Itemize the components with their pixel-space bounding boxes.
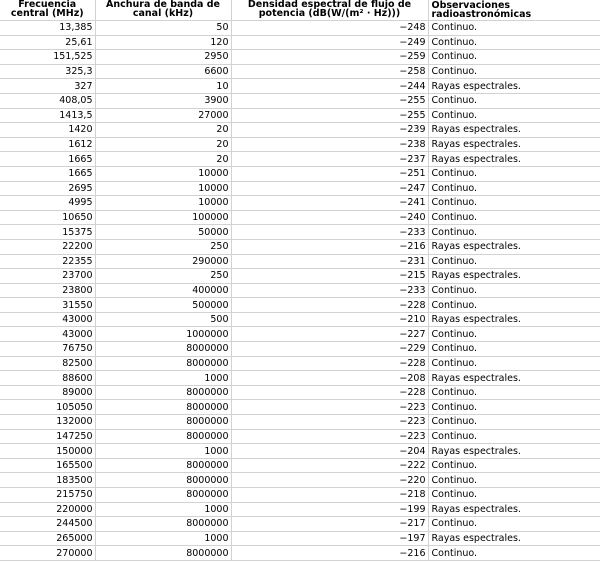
table-row (0, 64, 600, 79)
cell-frequency: 325,3 (0, 64, 95, 79)
cell-frequency: 1612 (0, 137, 95, 152)
table-row (0, 342, 600, 357)
cell-pfd: −223 (231, 400, 428, 415)
table-row (0, 210, 600, 225)
cell-observation: Continuo. (428, 181, 600, 196)
cell-pfd: −231 (231, 254, 428, 269)
cell-frequency: 43000 (0, 327, 95, 342)
cell-bandwidth: 500000 (95, 298, 231, 313)
table-row (0, 254, 600, 269)
cell-pfd: −241 (231, 196, 428, 211)
cell-pfd: −251 (231, 166, 428, 181)
cell-bandwidth: 20 (95, 123, 231, 138)
cell-bandwidth: 8000000 (95, 517, 231, 532)
header-center-frequency: Frecuencia central (MHz) (0, 0, 95, 21)
cell-frequency: 23800 (0, 283, 95, 298)
cell-frequency: 327 (0, 79, 95, 94)
cell-observation: Continuo. (428, 166, 600, 181)
cell-bandwidth: 1000000 (95, 327, 231, 342)
cell-bandwidth: 120 (95, 35, 231, 50)
table-row (0, 152, 600, 167)
cell-frequency: 270000 (0, 546, 95, 561)
table-row (0, 517, 600, 532)
cell-frequency: 1665 (0, 166, 95, 181)
cell-frequency: 15375 (0, 225, 95, 240)
cell-pfd: −249 (231, 35, 428, 50)
cell-pfd: −220 (231, 473, 428, 488)
cell-observation: Continuo. (428, 327, 600, 342)
cell-observation: Rayas espectrales. (428, 269, 600, 284)
table-row (0, 93, 600, 108)
table-row (0, 371, 600, 386)
cell-pfd: −216 (231, 239, 428, 254)
cell-frequency: 1420 (0, 123, 95, 138)
table-row (0, 531, 600, 546)
cell-bandwidth: 2950 (95, 50, 231, 65)
cell-bandwidth: 3900 (95, 93, 231, 108)
cell-observation: Continuo. (428, 517, 600, 532)
table-row (0, 312, 600, 327)
table-row (0, 50, 600, 65)
cell-bandwidth: 8000000 (95, 400, 231, 415)
cell-observation: Rayas espectrales. (428, 371, 600, 386)
cell-observation: Rayas espectrales. (428, 137, 600, 152)
cell-frequency: 183500 (0, 473, 95, 488)
cell-frequency: 10650 (0, 210, 95, 225)
cell-pfd: −233 (231, 283, 428, 298)
table-row (0, 181, 600, 196)
cell-frequency: 150000 (0, 444, 95, 459)
cell-pfd: −233 (231, 225, 428, 240)
cell-observation: Continuo. (428, 108, 600, 123)
cell-bandwidth: 8000000 (95, 415, 231, 430)
cell-pfd: −199 (231, 502, 428, 517)
cell-frequency: 22355 (0, 254, 95, 269)
table-row (0, 21, 600, 36)
cell-pfd: −248 (231, 21, 428, 36)
cell-bandwidth: 1000 (95, 371, 231, 386)
cell-observation: Rayas espectrales. (428, 79, 600, 94)
table-row (0, 225, 600, 240)
table-row (0, 400, 600, 415)
cell-observation: Continuo. (428, 298, 600, 313)
cell-observation: Rayas espectrales. (428, 123, 600, 138)
table-row (0, 502, 600, 517)
cell-observation: Rayas espectrales. (428, 239, 600, 254)
table-row (0, 415, 600, 430)
cell-pfd: −215 (231, 269, 428, 284)
cell-pfd: −259 (231, 50, 428, 65)
cell-observation: Continuo. (428, 35, 600, 50)
cell-bandwidth: 290000 (95, 254, 231, 269)
cell-frequency: 265000 (0, 531, 95, 546)
cell-pfd: −227 (231, 327, 428, 342)
header-channel-bandwidth: Anchura de banda de canal (kHz) (95, 0, 231, 21)
cell-frequency: 4995 (0, 196, 95, 211)
cell-bandwidth: 400000 (95, 283, 231, 298)
cell-bandwidth: 6600 (95, 64, 231, 79)
table-row (0, 166, 600, 181)
cell-bandwidth: 8000000 (95, 458, 231, 473)
cell-observation: Continuo. (428, 21, 600, 36)
table-row (0, 444, 600, 459)
table-body (0, 21, 600, 561)
cell-frequency: 215750 (0, 488, 95, 503)
table-row (0, 356, 600, 371)
cell-bandwidth: 8000000 (95, 385, 231, 400)
cell-observation: Rayas espectrales. (428, 152, 600, 167)
header-observations: Observaciones radioastronómicas (428, 0, 600, 21)
cell-pfd: −228 (231, 385, 428, 400)
table-row (0, 546, 600, 561)
cell-observation: Rayas espectrales. (428, 444, 600, 459)
cell-frequency: 132000 (0, 415, 95, 430)
cell-pfd: −216 (231, 546, 428, 561)
cell-bandwidth: 10000 (95, 166, 231, 181)
cell-bandwidth: 1000 (95, 444, 231, 459)
cell-observation: Continuo. (428, 342, 600, 357)
cell-bandwidth: 50000 (95, 225, 231, 240)
cell-bandwidth: 8000000 (95, 356, 231, 371)
cell-frequency: 22200 (0, 239, 95, 254)
cell-frequency: 1413,5 (0, 108, 95, 123)
cell-frequency: 88600 (0, 371, 95, 386)
table-row (0, 108, 600, 123)
cell-frequency: 1665 (0, 152, 95, 167)
table-row (0, 239, 600, 254)
cell-bandwidth: 8000000 (95, 429, 231, 444)
cell-bandwidth: 50 (95, 21, 231, 36)
cell-frequency: 147250 (0, 429, 95, 444)
table-row (0, 196, 600, 211)
table-row (0, 269, 600, 284)
cell-bandwidth: 1000 (95, 531, 231, 546)
cell-pfd: −197 (231, 531, 428, 546)
cell-bandwidth: 8000000 (95, 488, 231, 503)
cell-observation: Continuo. (428, 415, 600, 430)
cell-pfd: −238 (231, 137, 428, 152)
cell-frequency: 43000 (0, 312, 95, 327)
cell-frequency: 23700 (0, 269, 95, 284)
cell-pfd: −228 (231, 356, 428, 371)
table-row (0, 488, 600, 503)
table-row (0, 429, 600, 444)
cell-bandwidth: 1000 (95, 502, 231, 517)
cell-pfd: −255 (231, 93, 428, 108)
cell-frequency: 408,05 (0, 93, 95, 108)
cell-pfd: −255 (231, 108, 428, 123)
table-row (0, 298, 600, 313)
cell-frequency: 25,61 (0, 35, 95, 50)
cell-frequency: 2695 (0, 181, 95, 196)
cell-pfd: −217 (231, 517, 428, 532)
cell-observation: Continuo. (428, 429, 600, 444)
cell-frequency: 31550 (0, 298, 95, 313)
cell-observation: Continuo. (428, 50, 600, 65)
cell-bandwidth: 8000000 (95, 546, 231, 561)
cell-bandwidth: 20 (95, 152, 231, 167)
cell-frequency: 151,525 (0, 50, 95, 65)
cell-bandwidth: 8000000 (95, 473, 231, 488)
table-row (0, 458, 600, 473)
cell-observation: Continuo. (428, 93, 600, 108)
cell-observation: Continuo. (428, 196, 600, 211)
cell-observation: Continuo. (428, 458, 600, 473)
table-row (0, 283, 600, 298)
cell-frequency: 220000 (0, 502, 95, 517)
cell-frequency: 244500 (0, 517, 95, 532)
cell-pfd: −204 (231, 444, 428, 459)
cell-pfd: −228 (231, 298, 428, 313)
cell-pfd: −229 (231, 342, 428, 357)
cell-pfd: −223 (231, 415, 428, 430)
cell-observation: Rayas espectrales. (428, 312, 600, 327)
cell-pfd: −208 (231, 371, 428, 386)
cell-observation: Continuo. (428, 225, 600, 240)
cell-observation: Continuo. (428, 400, 600, 415)
table-row (0, 123, 600, 138)
cell-bandwidth: 10000 (95, 196, 231, 211)
cell-frequency: 82500 (0, 356, 95, 371)
cell-observation: Continuo. (428, 473, 600, 488)
cell-pfd: −239 (231, 123, 428, 138)
cell-frequency: 76750 (0, 342, 95, 357)
cell-observation: Continuo. (428, 385, 600, 400)
cell-pfd: −240 (231, 210, 428, 225)
cell-pfd: −223 (231, 429, 428, 444)
cell-bandwidth: 250 (95, 239, 231, 254)
cell-bandwidth: 250 (95, 269, 231, 284)
cell-bandwidth: 10 (95, 79, 231, 94)
cell-pfd: −244 (231, 79, 428, 94)
cell-bandwidth: 8000000 (95, 342, 231, 357)
header-pfd: Densidad espectral de flujo de potencia (dB(W/(m² · Hz))) (231, 0, 428, 21)
cell-pfd: −247 (231, 181, 428, 196)
header-row (0, 0, 600, 21)
cell-bandwidth: 20 (95, 137, 231, 152)
cell-observation: Rayas espectrales. (428, 502, 600, 517)
table-row (0, 79, 600, 94)
table-row (0, 327, 600, 342)
cell-observation: Continuo. (428, 356, 600, 371)
cell-frequency: 165500 (0, 458, 95, 473)
cell-bandwidth: 500 (95, 312, 231, 327)
cell-bandwidth: 10000 (95, 181, 231, 196)
table-header (0, 0, 600, 21)
cell-frequency: 13,385 (0, 21, 95, 36)
cell-bandwidth: 27000 (95, 108, 231, 123)
cell-pfd: −222 (231, 458, 428, 473)
cell-pfd: −237 (231, 152, 428, 167)
cell-pfd: −258 (231, 64, 428, 79)
table-row (0, 473, 600, 488)
cell-observation: Continuo. (428, 546, 600, 561)
cell-observation: Continuo. (428, 283, 600, 298)
cell-observation: Rayas espectrales. (428, 531, 600, 546)
table-row (0, 35, 600, 50)
cell-observation: Continuo. (428, 210, 600, 225)
cell-frequency: 89000 (0, 385, 95, 400)
cell-observation: Continuo. (428, 64, 600, 79)
cell-observation: Continuo. (428, 488, 600, 503)
table-row (0, 137, 600, 152)
cell-frequency: 105050 (0, 400, 95, 415)
cell-pfd: −210 (231, 312, 428, 327)
cell-observation: Continuo. (428, 254, 600, 269)
table-row (0, 385, 600, 400)
cell-pfd: −218 (231, 488, 428, 503)
cell-bandwidth: 100000 (95, 210, 231, 225)
